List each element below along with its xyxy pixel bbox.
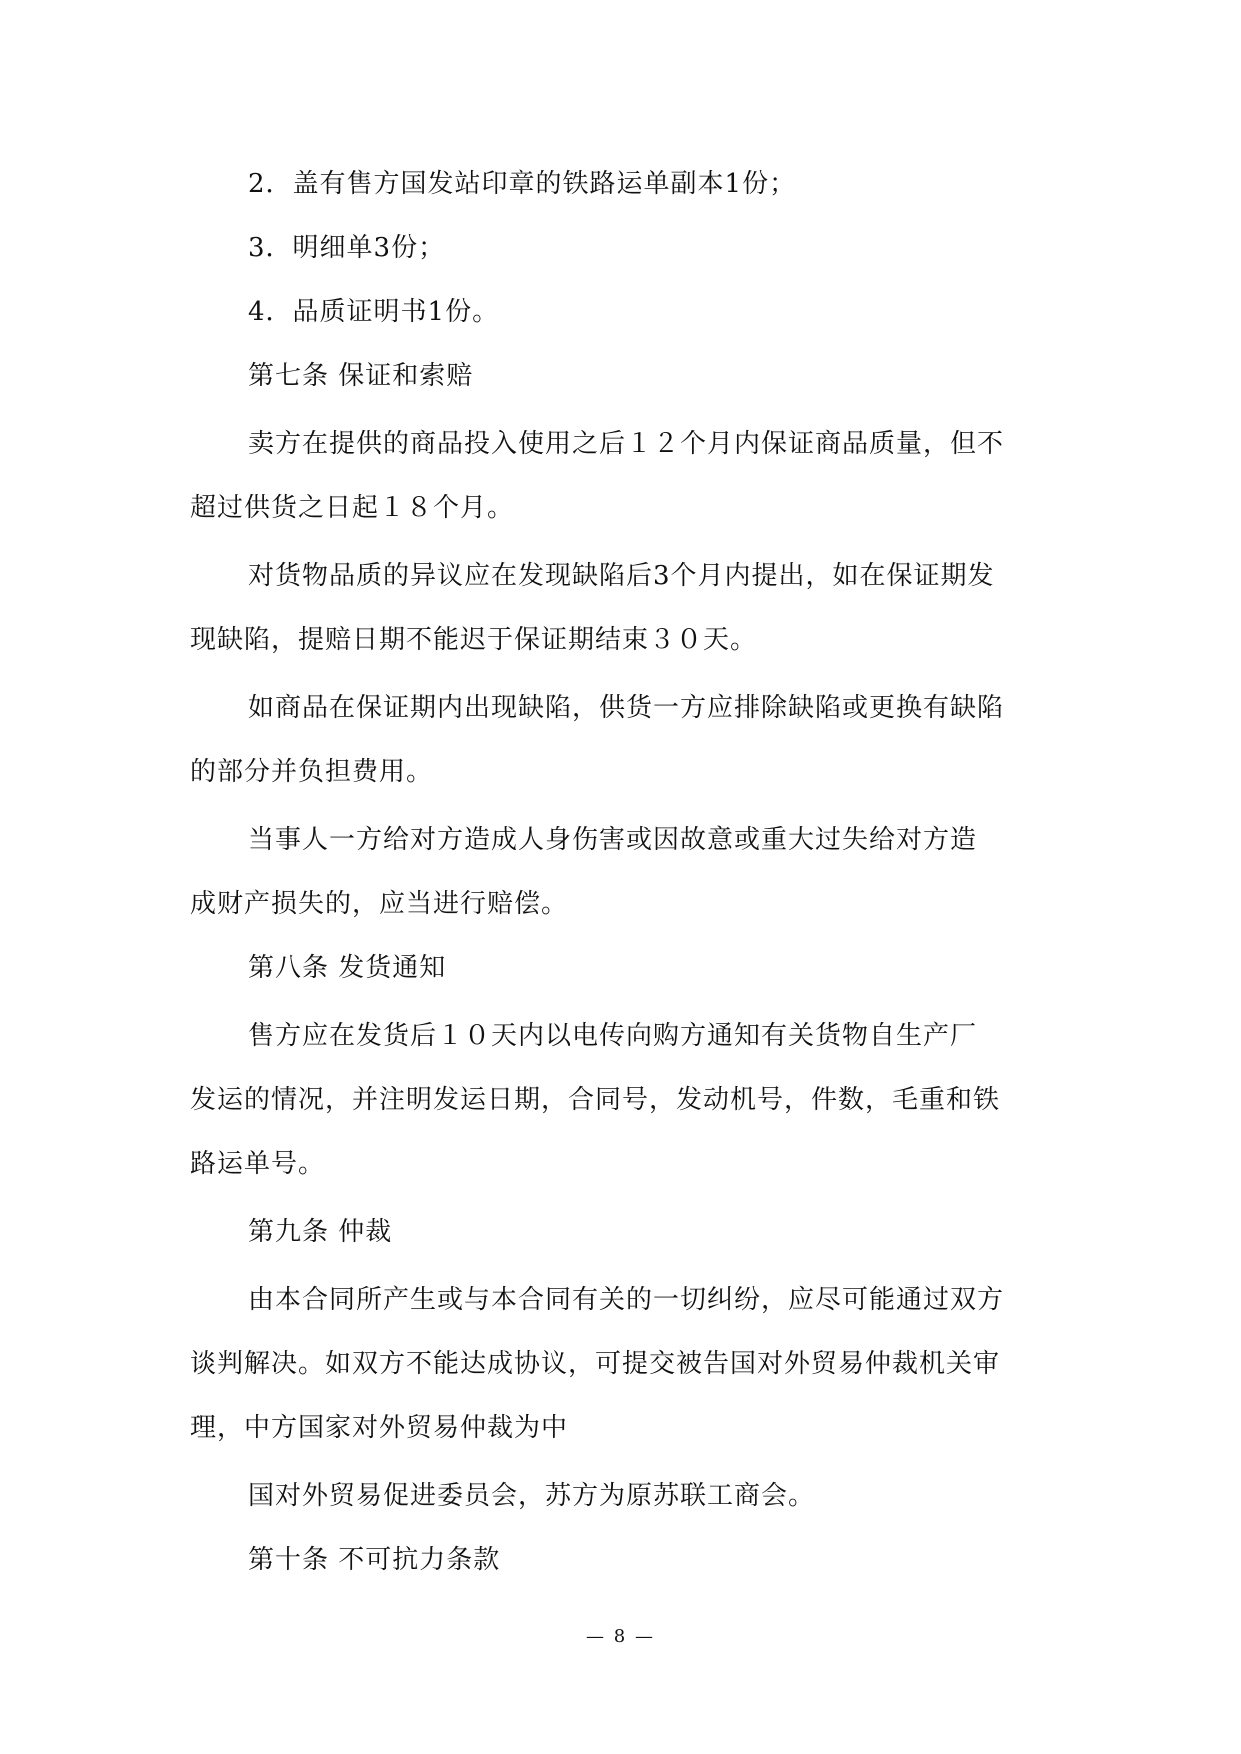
article-10-heading: 第十条 不可抗力条款 <box>248 1545 501 1575</box>
paragraph-line: 对货物品质的异议应在发现缺陷后3个月内提出，如在保证期发 <box>248 561 995 591</box>
paragraph-line: 当事人一方给对方造成人身伤害或因故意或重大过失给对方造 <box>248 825 978 855</box>
paragraph-line: 发运的情况，并注明发运日期，合同号，发动机号，件数，毛重和铁 <box>190 1085 1001 1115</box>
list-item-2: 2．盖有售方国发站印章的铁路运单副本1份； <box>248 169 797 199</box>
article-7-heading: 第七条 保证和索赔 <box>248 361 474 391</box>
paragraph-line: 售方应在发货后１０天内以电传向购方通知有关货物自生产厂 <box>248 1021 978 1051</box>
paragraph-line: 理，中方国家对外贸易仲裁为中 <box>190 1413 569 1443</box>
article-8-heading: 第八条 发货通知 <box>248 953 447 983</box>
paragraph-line: 现缺陷，提赔日期不能迟于保证期结束３０天。 <box>190 625 758 655</box>
paragraph-line: 路运单号。 <box>190 1149 326 1179</box>
list-item-3: 3．明细单3份； <box>248 233 446 263</box>
page-number: — 8 — <box>586 1626 655 1647</box>
paragraph-line: 成财产损失的，应当进行赔偿。 <box>190 889 569 919</box>
paragraph-line: 国对外贸易促进委员会，苏方为原苏联工商会。 <box>248 1481 816 1511</box>
paragraph-line: 如商品在保证期内出现缺陷，供货一方应排除缺陷或更换有缺陷 <box>248 693 1005 723</box>
paragraph-line: 由本合同所产生或与本合同有关的一切纠纷，应尽可能通过双方 <box>248 1285 1005 1315</box>
article-9-heading: 第九条 仲裁 <box>248 1217 393 1247</box>
list-item-4: 4．品质证明书1份。 <box>248 297 500 327</box>
paragraph-line: 谈判解决。如双方不能达成协议，可提交被告国对外贸易仲裁机关审 <box>190 1349 1001 1379</box>
paragraph-line: 卖方在提供的商品投入使用之后１２个月内保证商品质量，但不 <box>248 429 1005 459</box>
paragraph-line: 超过供货之日起１８个月。 <box>190 493 515 523</box>
paragraph-line: 的部分并负担费用。 <box>190 757 434 787</box>
